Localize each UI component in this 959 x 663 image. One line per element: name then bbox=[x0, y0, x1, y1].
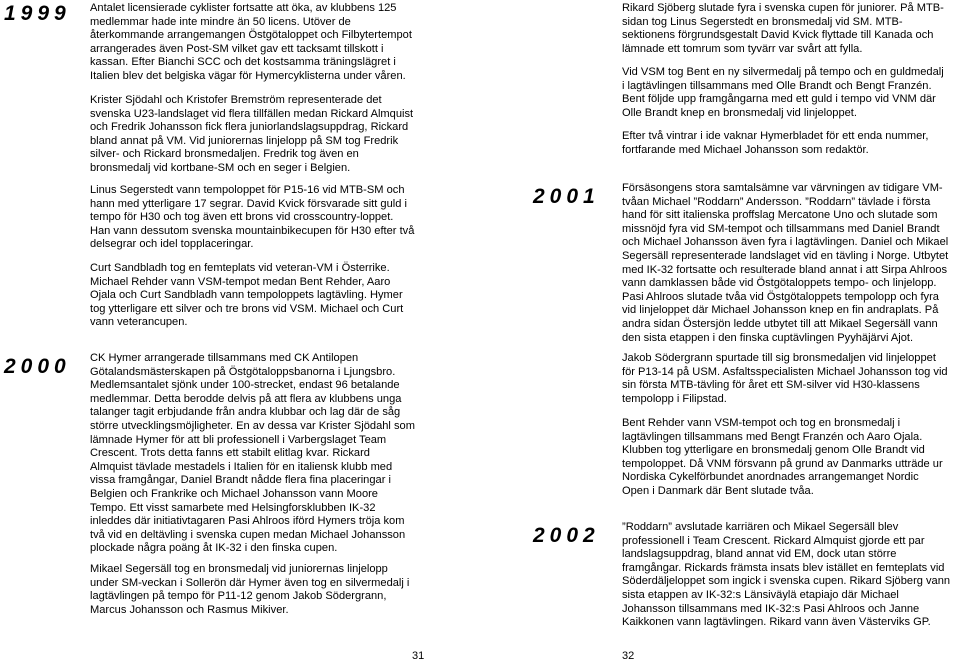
right-page bbox=[480, 0, 959, 663]
paragraph-2000-veterans: Vid VSM tog Bent en ny silvermedalj på tempo och en guldmedalj i lagtävlingen tillsammans med Olle Brandt och Bengt Franzén. Bent följde upp framgångarna med ett guld i tempo vid VNM där Olle Brandt knep en bronsmedalj vid linjeloppet. bbox=[622, 66, 944, 119]
paragraph-2001-veterans: Bent Rehder vann VSM-tempot och tog en bronsmedalj i lagtävlingen tillsammans med Bengt Franzén och Aaro Ojala. Klubben tog ytterligare en bronsmedalj genom Olle Brandt vid tempoloppet. Då VNM försvann på grund av Danmarks utträde ur Nordiska Cykelförbundet anordnades arrangemanget Nordic Open i Danmark där Bent slutade tvåa. bbox=[622, 417, 943, 497]
paragraph-1999-intro: Antalet licensierade cyklister fortsatte att öka, av klubbens 125 medlemmar hade inte mindre än 50 licens. Utöver de återkommande arrangemangen Östgötaloppet och Filbytertempot arrangerades även Post-SM vilket gav ett tacksamt tillskott i kassan. Efter Bianchi SCC och det kostsamma träningslägret i Italien blev det belgiska vägar för Hymercyklisterna under våren. bbox=[90, 2, 412, 82]
paragraph-2001-juniors: Jakob Södergrann spurtade till sig bronsmedaljen vid linjeloppet för P13-14 på USM. Asfaltsspecialisten Michael Johansson tog vid sin första MTB-tävling för året ett SM-silver vid H30-klassens tempolopp i Filipstad. bbox=[622, 352, 948, 405]
paragraph-2000-magazine: Efter två vintrar i ide vaknar Hymerbladet för ett enda nummer, fortfarande med Michael Johansson som redaktör. bbox=[622, 130, 929, 156]
page-number: 32 bbox=[622, 650, 635, 662]
year-heading-2001: 2001 bbox=[533, 185, 600, 208]
paragraph-1999-mtb: Linus Segerstedt vann tempoloppet för P15-16 vid MTB-SM och hann med ytterligare 17 segrar. David Kvick försvarade sitt guld i tempo för H30 och tog även ett brons vid crosscountry-loppet. Han vann dessutom svenska mountainbikecupen för H30 efter två delsegrar och idel topplaceringar. bbox=[90, 184, 415, 251]
paragraph-2000-mtb: Rikard Sjöberg slutade fyra i svenska cupen för juniorer. På MTB- sidan tog Linus Segerstedt en bronsmedalj vid SM. MTB- sektionens förgrundsgestalt David Kvick flyttade till Kanada och lämnade ett tomrum som tyvärr var svårt att fylla. bbox=[622, 2, 944, 55]
paragraph-1999-national-team: Krister Sjödahl och Kristofer Bremström representerade det svenska U23-landslaget vid flera tillfällen medan Rickard Almquist och Fredrik Johansson fick flera juniorlandslagsuppdrag, Rickard bland annat på VM. Vid juniorernas linjelopp på SM tog Fredrik silver- och Rickard bronsmedaljen. Fredrik tog även en bronsmedalj vid kortbane-SM och en seger i Belgien. bbox=[90, 94, 414, 174]
page-number: 31 bbox=[412, 650, 425, 662]
paragraph-2002-intro: ”Roddarn” avslutade karriären och Mikael Segersäll blev professionell i Team Crescent. Rickard Almquist gjorde ett par landslagsuppdrag, bland annat vid EM, dock utan större framgångar. Rickards främsta insats blev istället en femteplats vid Söderdäljeloppet som ingick i svenska cupen. Rikard Sjöberg vann sista etappen av IK-32:s Länsiväylä etapiajo där Michael Johansson tillsammans med IK-32:s Pasi Ahlroos och Janne Kaikkonen vann lagtävlingen. Rikard vann även Västerviks GP. bbox=[622, 521, 951, 629]
year-heading-2002: 2002 bbox=[533, 524, 600, 547]
paragraph-2001-intro: Försäsongens stora samtalsämne var värvningen av tidigare VM- tvåan Michael ”Roddarn” Andersson. ”Roddarn” tävlade i första hand för sitt italienska proffslag Mercatone Uno och slutade som missnöjd fyra vid SM-tempot och tillsammans med Daniel Brandt och Michael Johansson även fyra i lagtävlingen. Daniel och Mikael Segersäll representerade landslaget vid en tävling i Norge. Utbytet med IK-32 fortsatte och resulterade bland annat i att Sirpa Ahlroos vann damklassen både vid Östgötaloppets tempo- och linjelopp. Pasi Ahlroos slutade tvåa vid Östgötaloppets tempolopp och fyra vid linjeloppet där Michael Johansson knep en fin andraplats. På andra sidan Östersjön ledde utbytet till att Mikael Segersäll vann den sista etappen i den finska cuptävlingen Pyyhäjärvi Ajot. bbox=[622, 182, 949, 344]
paragraph-2000-juniors: Mikael Segersäll tog en bronsmedalj vid juniorernas linjelopp under SM-veckan i Sollerön där Hymer även tog en silvermedalj i lagtävlingen på tempo för P11-12 genom Jakob Södergrann, Marcus Johansson och Rasmus Mikiver. bbox=[90, 563, 410, 616]
year-heading-1999: 1999 bbox=[4, 2, 71, 25]
year-heading-2000: 2000 bbox=[4, 355, 71, 378]
paragraph-2000-intro: CK Hymer arrangerade tillsammans med CK Antilopen Götalandsmästerskapen på Östgötaloppsbanorna i Ljungsbro. Medlemsantalet sjönk under 100-strecket, endast 96 betalande medlemmar. Detta berodde delvis på att flera av klubbens unga talanger tagit erbjudande från andra klubbar och lag där de såg större utvecklingsmöjligheter. En av dessa var Krister Sjödahl som lämnade Hymer för att bli professionell i Varbergslaget Team Crescent. Trots detta fanns ett stabilt elitlag kvar. Rickard Almquist tävlade mestadels i Italien för en italiensk klubb med vissa framgångar, Daniel Brandt nådde flera fina placeringar i Belgien och Frankrike och Michael Johansson vann Moore Tempo. Ett visst samarbete med Helsingforsklubben IK-32 inleddes där initiativtagaren Pasi Ahlroos iförd Hymers tröja kom två vid en deltävling i svenska cupen medan Michael Johansson plockade några poäng åt IK-32 i den finska cupen. bbox=[90, 352, 415, 555]
paragraph-1999-veterans: Curt Sandbladh tog en femteplats vid veteran-VM i Österrike. Michael Rehder vann VSM-tempot medan Bent Rehder, Aaro Ojala och Curt Sandbladh vann tempoloppets lagtävling. Hymer tog ytterligare ett silver och tre brons vid VSM. Michael och Curt vann veterancupen. bbox=[90, 262, 404, 329]
